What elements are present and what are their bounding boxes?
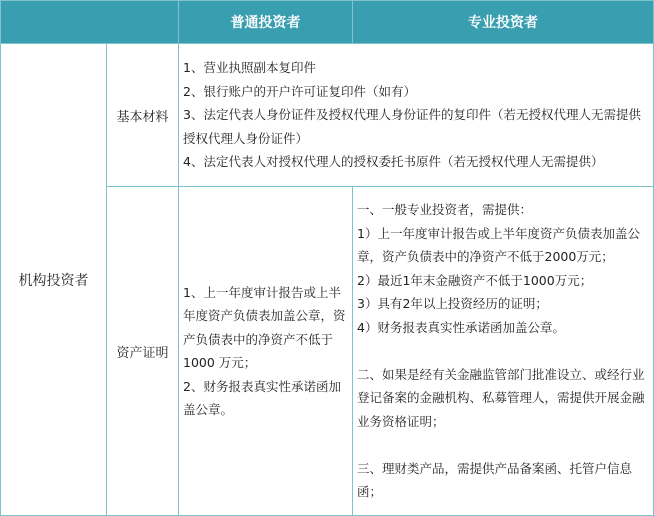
spacer <box>357 339 649 363</box>
professional-item: 1）上一年度审计报告或上半年度资产负债表加盖公章，资产负债表中的净资产不低于2000万元； <box>357 225 640 265</box>
row-label-asset-proof: 资产证明 <box>107 187 179 516</box>
basic-material-item: 1、营业执照副本复印件 <box>183 60 316 76</box>
asset-proof-professional-content <box>353 187 654 516</box>
basic-materials-content <box>179 44 654 187</box>
header-blank-cell <box>1 1 179 44</box>
header-professional-investor: 专业投资者 <box>353 1 654 44</box>
professional-item: 4）财务报表真实性承诺函加盖公章。 <box>357 319 565 335</box>
basic-material-item: 4、法定代表人对授权代理人的授权委托书原件（若无授权代理人无需提供） <box>183 154 604 170</box>
asset-proof-general-content <box>179 187 353 516</box>
professional-section3: 三、理财类产品，需提供产品备案函、托管户信息函； <box>357 460 633 500</box>
header-row <box>1 1 654 44</box>
header-general-investor: 普通投资者 <box>179 1 353 44</box>
professional-section1-title: 一、一般专业投资者，需提供： <box>357 202 533 218</box>
basic-materials-row <box>1 44 654 187</box>
general-asset-item: 2、财务报表真实性承诺函加盖公章。 <box>183 378 341 417</box>
basic-material-item: 3、法定代表人身份证件及授权代理人身份证件的复印件（若无授权代理人无需提供授权代理人身份证件） <box>183 107 641 146</box>
category-institutional-investor: 机构投资者 <box>1 44 107 516</box>
basic-material-item: 2、银行账户的开户许可证复印件（如有） <box>183 83 416 99</box>
professional-item: 3）具有2年以上投资经历的证明； <box>357 296 548 312</box>
row-label-basic-materials: 基本材料 <box>107 44 179 187</box>
general-asset-item: 1、上一年度审计报告或上半年度资产负债表加盖公章，资产负债表中的净资产不低于1000 万元； <box>183 284 346 370</box>
professional-section2: 二、如果是经有关金融监管部门批准设立、或经行业登记备案的金融机构、私募管理人，需提供开展金融业务资格证明； <box>357 366 645 429</box>
professional-item: 2）最近1年末金融资产不低于1000万元； <box>357 272 593 288</box>
spacer <box>357 433 649 457</box>
